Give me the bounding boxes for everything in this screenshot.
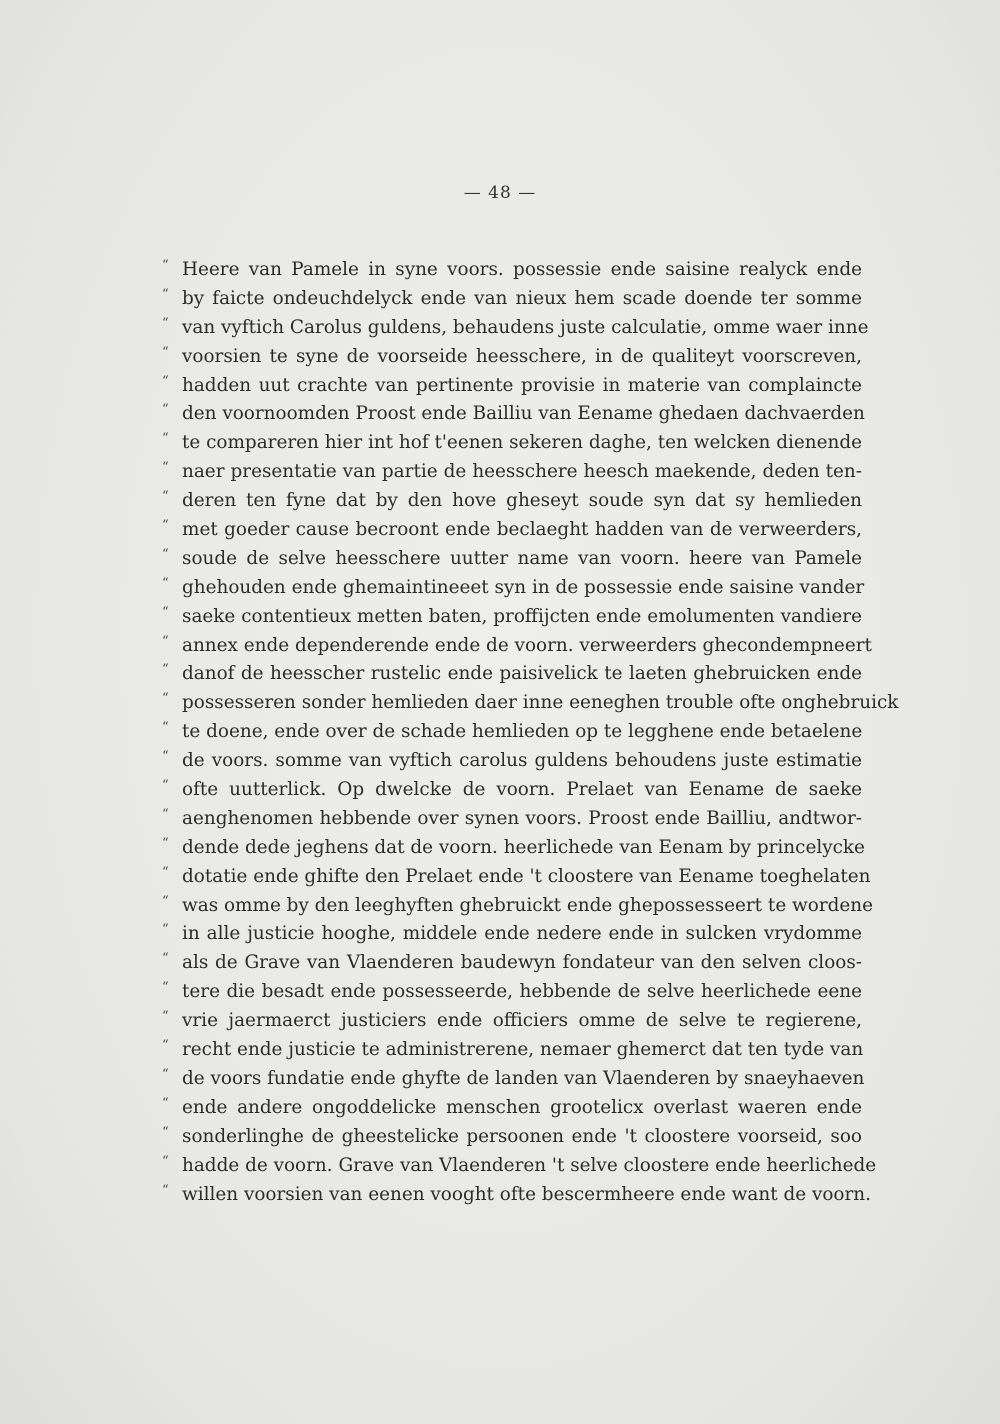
line-text: de voors. somme van vyftich carolus guldens behoudens juste estimatie — [182, 750, 862, 772]
line-text: possesseren sonder hemlieden daer inne eeneghen trouble ofte onghebruick — [182, 692, 899, 714]
line-text: tere die besadt ende possesseerde, hebbende de selve heerlichede eene — [182, 981, 862, 1003]
line-text: naer presentatie van partie de heesschere heesch maekende, deden ten- — [182, 461, 862, 483]
line-text: den voornoomden Proost ende Bailliu van Eename ghedaen dachvaerden — [182, 403, 865, 425]
quote-mark: “ — [162, 922, 169, 938]
quote-mark: “ — [162, 749, 169, 765]
quote-mark: “ — [162, 662, 169, 678]
text-line — [162, 632, 872, 661]
text-line — [162, 1065, 865, 1094]
quote-mark: “ — [162, 893, 169, 909]
quote-mark: “ — [162, 835, 169, 851]
line-text: dende dede jeghens dat de voorn. heerlichede van Eenam by princelycke — [182, 836, 865, 858]
text-line — [162, 343, 862, 372]
quote-mark: “ — [162, 431, 169, 447]
quote-mark: “ — [162, 1124, 169, 1140]
text-line — [162, 314, 869, 343]
quote-mark: “ — [162, 344, 169, 360]
text-line — [162, 487, 862, 516]
quote-mark: “ — [162, 806, 169, 822]
line-text: voorsien te syne de voorseide heesschere, in de qualiteyt voorscreven, — [182, 345, 862, 367]
line-text: saeke contentieux metten baten, proffijcten ende emolumenten vandiere — [182, 605, 862, 627]
text-line — [162, 892, 874, 921]
line-text: hadden uut crachte van pertinente provisie in materie van complaincte — [182, 374, 862, 396]
line-text: te doene, ende over de schade hemlieden op te legghene ende betaelene — [182, 721, 863, 743]
line-text: ende andere ongoddelicke menschen grootelicx overlast waeren ende — [182, 1096, 862, 1118]
line-text: was omme by den leeghyften ghebruickt ende ghepossesseert te wordene — [182, 894, 874, 916]
text-line — [162, 256, 862, 285]
quote-mark: “ — [162, 1095, 169, 1111]
quote-mark: “ — [162, 575, 169, 591]
quote-mark: “ — [162, 402, 169, 418]
quote-mark: “ — [162, 546, 169, 562]
line-text: sonderlinghe de gheestelicke persoonen ende 't cloostere voorseid, soo — [182, 1125, 862, 1147]
text-line — [162, 949, 862, 978]
text-line — [162, 718, 862, 747]
quote-mark: “ — [162, 604, 169, 620]
line-text: by faicte ondeuchdelyck ende van nieux hem scade doende ter somme — [182, 287, 862, 309]
text-line — [162, 603, 862, 632]
line-text: in alle justicie hooghe, middele ende nedere ende in sulcken vrydomme — [182, 923, 862, 945]
quote-mark: “ — [162, 1038, 169, 1054]
quote-mark: “ — [162, 518, 169, 534]
page-number: — 48 — — [463, 183, 537, 203]
text-line — [162, 545, 862, 574]
text-line — [162, 660, 862, 689]
line-text: danof de heesscher rustelic ende paisivelick te laeten ghebruicken ende — [182, 663, 862, 685]
line-text: met goeder cause becroont ende beclaeght hadden van de verweerders, — [182, 519, 862, 541]
text-line — [162, 1007, 862, 1036]
quote-mark: “ — [162, 460, 169, 476]
body-text — [162, 256, 899, 1209]
line-text: ofte uutterlick. Op dwelcke de voorn. Prelaet van Eename de saeke — [182, 779, 862, 801]
line-text: als de Grave van Vlaenderen baudewyn fondateur van den selven cloos- — [182, 952, 862, 974]
line-text: soude de selve heesschere uutter name van voorn. heere van Pamele — [182, 547, 862, 569]
text-line — [162, 863, 871, 892]
line-text: Heere van Pamele in syne voors. possessie ende saisine realyck ende — [182, 259, 862, 280]
line-text: deren ten fyne dat by den hove gheseyt soude syn dat sy hemlieden — [182, 490, 862, 512]
line-text: vrie jaermaerct justiciers ende officiers omme de selve te regierene, — [182, 1010, 862, 1032]
line-text: recht ende justicie te administrerene, nemaer ghemerct dat ten tyde van — [182, 1039, 864, 1061]
text-line — [162, 516, 862, 545]
text-line — [162, 285, 862, 314]
text-line — [162, 1181, 871, 1210]
line-text: de voors fundatie ende ghyfte de landen van Vlaenderen by snaeyhaeven — [182, 1067, 865, 1089]
quote-mark: “ — [162, 864, 169, 880]
text-line — [162, 834, 865, 863]
text-line — [162, 920, 862, 949]
line-text: van vyftich Carolus guldens, behaudens juste calculatie, omme waer inne — [182, 316, 869, 338]
quote-mark: “ — [162, 633, 169, 649]
quote-mark: “ — [162, 373, 169, 389]
text-line — [162, 458, 862, 487]
text-line — [162, 1152, 877, 1181]
quote-mark: “ — [162, 691, 169, 707]
quote-mark: “ — [162, 489, 169, 505]
line-text: annex ende dependerende ende de voorn. verweerders ghecondempneert — [182, 634, 872, 656]
text-line — [162, 1036, 862, 1065]
quote-mark: “ — [162, 720, 169, 736]
quote-mark: “ — [162, 1066, 169, 1082]
text-line — [162, 400, 865, 429]
text-line — [162, 689, 899, 718]
line-text: hadde de voorn. Grave van Vlaenderen 't selve cloostere ende heerlichede — [182, 1154, 877, 1176]
quote-mark: “ — [162, 778, 169, 794]
text-line — [162, 372, 862, 401]
quote-mark: “ — [162, 1009, 169, 1025]
line-text: dotatie ende ghifte den Prelaet ende 't cloostere van Eename toeghelaten — [182, 865, 871, 887]
text-line — [162, 429, 862, 458]
quote-mark: “ — [162, 315, 169, 331]
text-line — [162, 805, 862, 834]
line-text: te compareren hier int hof t'eenen sekeren daghe, ten welcken dienende — [182, 432, 863, 454]
quote-mark: “ — [162, 980, 169, 996]
quote-mark: “ — [162, 1182, 169, 1198]
text-line — [162, 978, 862, 1007]
line-text: aenghenomen hebbende over synen voors. Proost ende Bailliu, andtwor- — [182, 807, 862, 829]
text-line — [162, 776, 862, 805]
text-line — [162, 747, 862, 776]
line-text: willen voorsien van eenen vooght ofte bescermheere ende want de voorn. — [182, 1183, 871, 1205]
line-text: ghehouden ende ghemaintineeet syn in de possessie ende saisine vander — [182, 576, 865, 598]
quote-mark: “ — [162, 286, 169, 302]
text-line — [162, 1123, 862, 1152]
text-line — [162, 574, 865, 603]
quote-mark: “ — [162, 1153, 169, 1169]
quote-mark: “ — [162, 258, 169, 273]
text-line — [162, 1094, 862, 1123]
quote-mark: “ — [162, 951, 169, 967]
